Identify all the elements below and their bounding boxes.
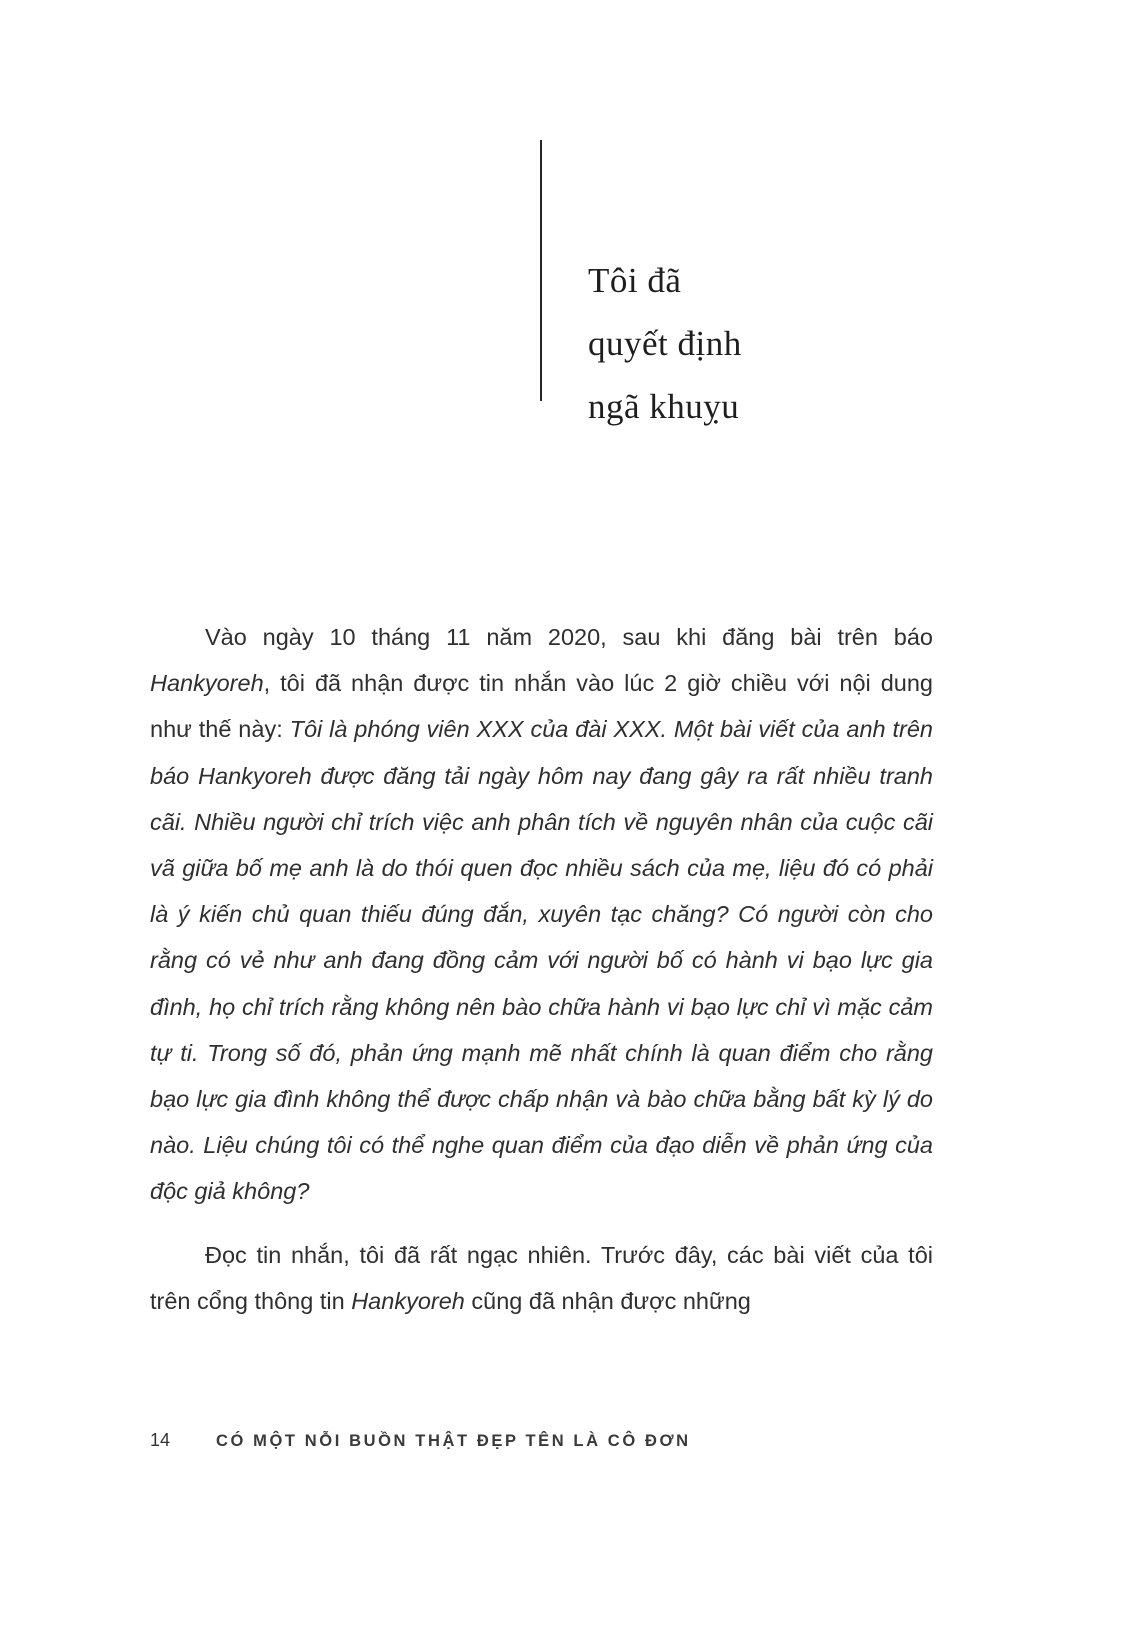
paragraph	[150, 614, 933, 1215]
chapter-title-line: ngã khuỵu	[588, 387, 740, 427]
chapter-title-line: quyết định	[588, 324, 742, 364]
page-number: 14	[150, 1430, 171, 1450]
chapter-title	[588, 249, 742, 438]
chapter-title-rule	[540, 140, 542, 401]
page-footer	[150, 1430, 691, 1451]
text-run: Tôi là phóng viên XXX của đài XXX. Một bài viết của anh trên báo Hankyoreh được đăng tải ngày hôm nay đang gây ra rất nhiều tranh cãi. Nhiều người chỉ trích việc anh phân tích về nguyên nhân của cuộc cãi vã giữa bố mẹ anh là do thói quen đọc nhiều sách của mẹ, liệu đó có phải là ý kiến chủ quan thiếu đúng đắn, xuyên tạc chăng? Có người còn cho rằng có vẻ như anh đang đồng cảm với người bố có hành vi bạo lực gia đình, họ chỉ trích rằng không nên bào chữa hành vi bạo lực chỉ vì mặc cảm tự ti. Trong số đó, phản ứng mạnh mẽ nhất chính là quan điểm cho rằng bạo lực gia đình không thể được chấp nhận và bào chữa bằng bất kỳ lý do nào. Liệu chúng tôi có thể nghe quan điểm của đạo diễn về phản ứng của độc giả không?	[150, 716, 933, 1205]
text-run: Hankyoreh	[351, 1287, 465, 1314]
text-run: Hankyoreh	[150, 670, 264, 697]
text-run: Đọc tin nhắn, tôi đã rất ngạc nhiên. Trước đây, các bài viết của tôi trên cổng thông tin	[150, 1241, 933, 1314]
footer-book-title: CÓ MỘT NỖI BUỒN THẬT ĐẸP TÊN LÀ CÔ ĐƠN	[216, 1432, 691, 1450]
body-text	[150, 614, 933, 1324]
text-run: cũng đã nhận được những	[464, 1287, 751, 1314]
paragraph	[150, 1232, 933, 1324]
text-run: , tôi đã nhận được tin nhắn vào lúc 2 giờ chiều với nội dung như thế này:	[150, 670, 933, 743]
chapter-title-line: Tôi đã	[588, 261, 682, 301]
text-run: Vào ngày 10 tháng 11 năm 2020, sau khi đăng bài trên báo	[205, 624, 933, 650]
